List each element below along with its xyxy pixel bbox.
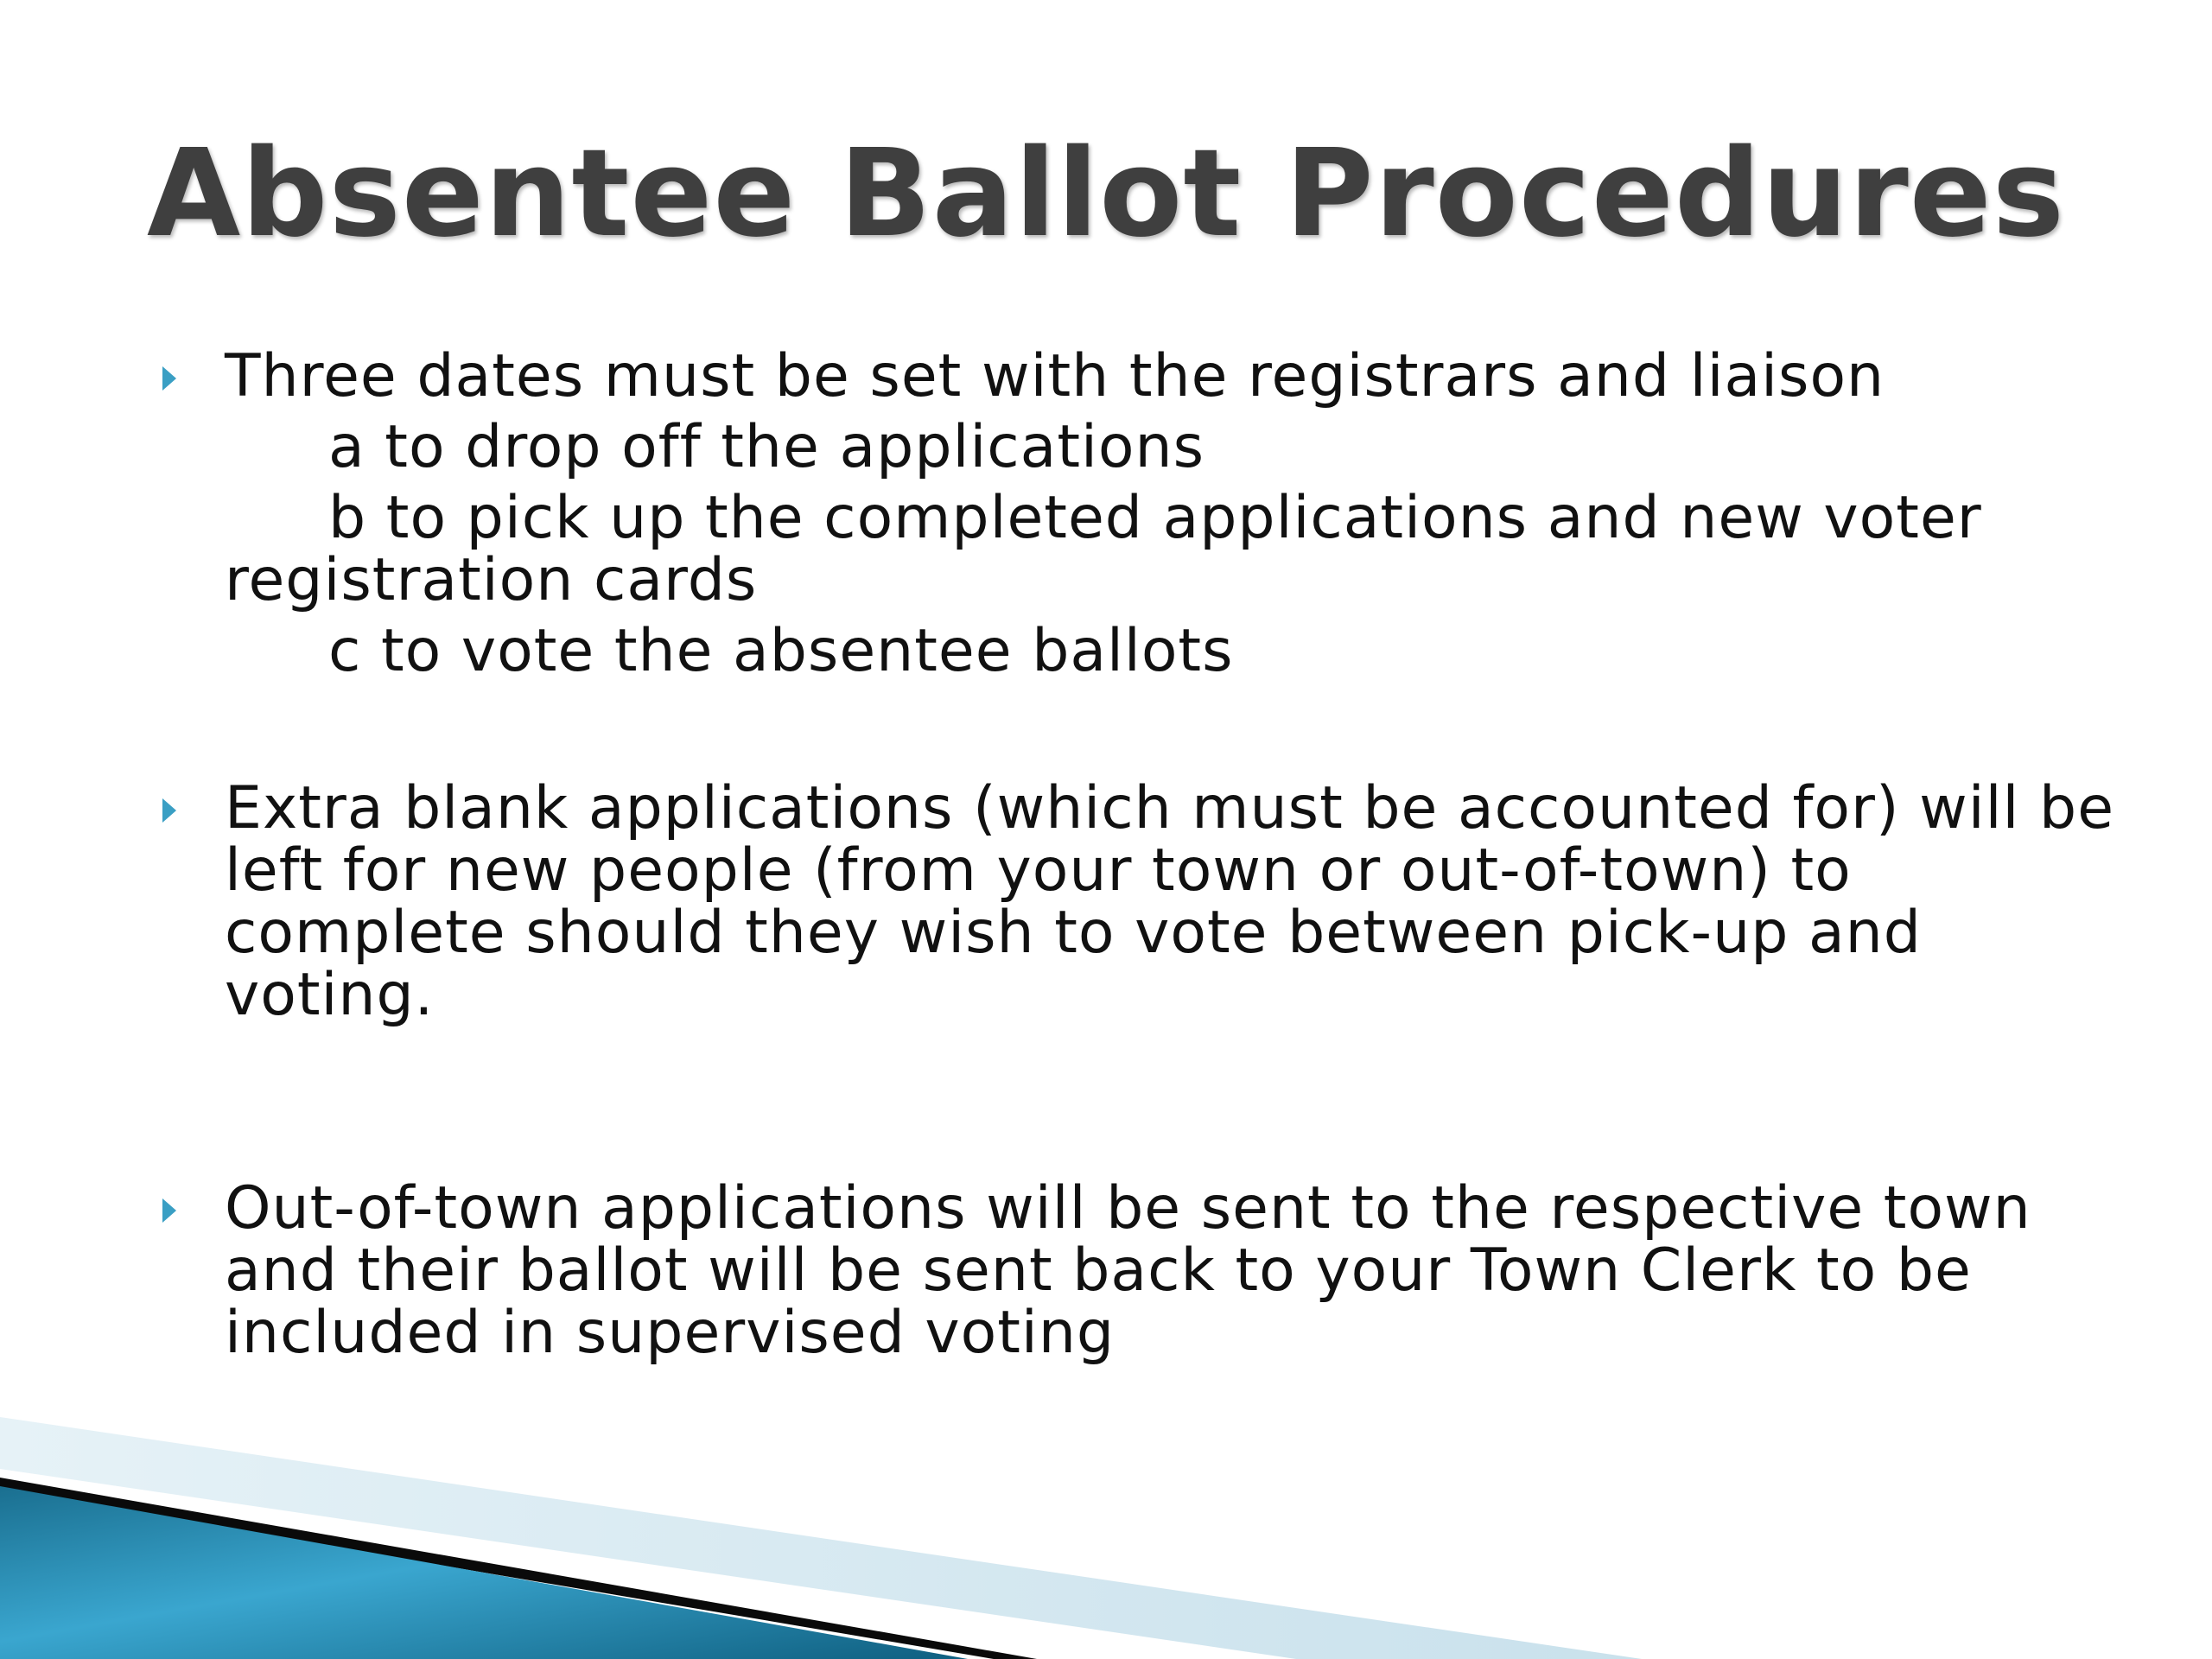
triangle-right-icon: [162, 1198, 176, 1223]
slide-body: [156, 342, 2126, 1367]
sub-item: b to pick up the completed applications and new voter: [328, 484, 1982, 552]
sub-item: a to drop off the applications: [328, 413, 1205, 481]
bullet-text: Extra blank applications (which must be accounted for) will be left for new people (from your town or out-of-town) to complete should they wish to vote between pick-up and voting.: [225, 774, 2115, 1029]
bullet-item: [156, 774, 2126, 1029]
sub-item: c to vote the absentee ballots: [328, 617, 1234, 685]
bullet-text: Three dates must be set with the registrars and liaison: [225, 342, 1885, 410]
bullet-item: [156, 342, 2126, 685]
triangle-right-icon: [162, 798, 176, 823]
triangle-right-icon: [162, 366, 176, 391]
footer-decoration: [0, 1382, 2212, 1659]
sub-item-continuation: registration cards: [225, 546, 758, 614]
slide-title: Absentee Ballot Procedures: [146, 124, 2066, 264]
bullet-item: [156, 1174, 2126, 1367]
bullet-text: Out-of-town applications will be sent to the respective town and their ballot will be sent back to your Town Clerk to be included in supervised voting: [225, 1174, 2031, 1367]
